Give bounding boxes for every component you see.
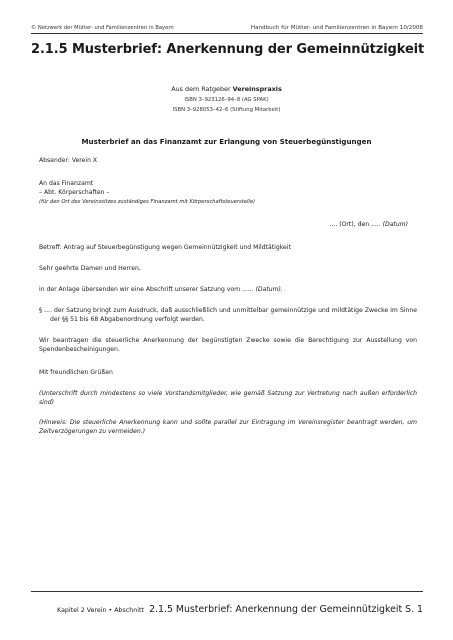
recipient-note: (für den Ort des Vereinssitzes zuständiges Finanzamt mit Körperschaftsteuerstelle) bbox=[39, 199, 256, 205]
request-paragraph: Wir beantragen die steuerliche Anerkennung der begünstigten Zwecke sowie die Berechtigung zur Ausstellung von Spendenbescheinigungen. bbox=[39, 337, 417, 353]
recipient-line-2: – Abt. Körperschaften – bbox=[39, 189, 110, 196]
header-organization: © Netzwerk der Mütter- und Familienzentren in Bayern bbox=[31, 25, 174, 31]
date-separator: , den ..... bbox=[353, 221, 381, 228]
source-name: Vereinspraxis bbox=[232, 85, 282, 93]
letter-heading: Musterbrief an das Finanzamt zur Erlangung von Steuerbegünstigungen bbox=[81, 137, 372, 146]
isbn-stiftung: ISBN 3–928053–42–6 (Stiftung Mitarbeit) bbox=[172, 107, 281, 113]
isbn-spak: ISBN 3–923126–94–8 (AG SPAK) bbox=[184, 97, 269, 103]
enclosure-date: (Datum). bbox=[255, 286, 283, 293]
place-placeholder: .... (Ort) bbox=[329, 221, 354, 228]
recipient-line-1: An das Finanzamt bbox=[39, 180, 94, 187]
hint-note: (Hinweis: Die steuerliche Anerkennung kann und sollte parallel zur Eintragung im Vereinsregister beantragt werden, um Zeitverzögerungen zu vermeiden.) bbox=[39, 419, 417, 435]
place-date-line bbox=[330, 221, 408, 229]
page-title: 2.1.5 Musterbrief: Anerkennung der Gemeinnützigkeit bbox=[31, 42, 425, 57]
closing-line: Mit freundlichen Grüßen bbox=[39, 369, 113, 376]
paragraph-reference bbox=[39, 307, 417, 324]
page-footer bbox=[31, 591, 423, 615]
enclosure-line bbox=[39, 286, 419, 294]
page-header bbox=[31, 25, 423, 34]
source-prefix: Aus dem Ratgeber bbox=[171, 85, 231, 93]
signature-note: (Unterschrift durch mindestens so viele Vorstandsmitglieder, wie gemäß Satzung zur Vertretung nach außen erforderlich sind) bbox=[39, 390, 417, 406]
subject-line: Betreff: Antrag auf Steuerbegünstigung wegen Gemeinnützigkeit und Mildtätigkeit bbox=[39, 244, 291, 251]
sender-line: Absender: Verein X bbox=[39, 157, 98, 164]
footer-chapter: Kapitel 2 Verein • Abschnitt bbox=[57, 607, 144, 614]
footer-text bbox=[57, 597, 423, 616]
paragraph-reference-text: § .... der Satzung bringt zum Ausdruck, daß ausschließlich und unmittelbar gemeinnützige und mildtätige Zwecke im Sinne der §§ 51 bis 68 Abgabenordnung verfolgt werden. bbox=[39, 307, 417, 323]
enclosure-text: in der Anlage übersenden wir eine Abschrift unserer Satzung vom ...... bbox=[39, 286, 256, 293]
salutation: Sehr geehrte Damen und Herren, bbox=[39, 265, 141, 272]
source-line bbox=[0, 85, 453, 93]
footer-section-title: 2.1.5 Musterbrief: Anerkennung der Gemeinnützigkeit S. 1 bbox=[149, 604, 423, 615]
date-placeholder: (Datum) bbox=[382, 221, 408, 228]
header-handbook-title: Handbuch für Mütter- und Familienzentren in Bayern 10/2008 bbox=[250, 25, 423, 31]
